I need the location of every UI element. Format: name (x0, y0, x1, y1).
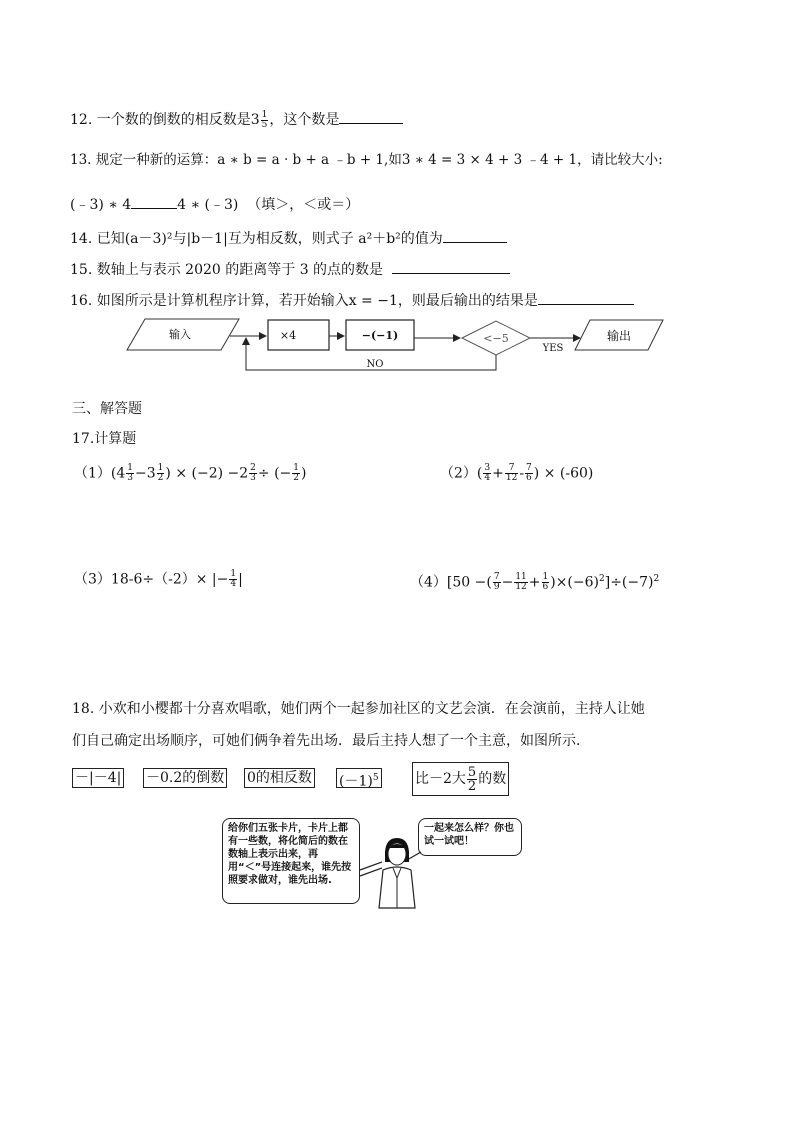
flow-times4-label: ×4 (279, 328, 297, 342)
bubble-host: 给你们五张卡片，卡片上都有一些数，将化简后的数在数轴上表示出来，再用“＜”号连接起来，谁先按照要求做对，谁先出场. (222, 818, 360, 904)
card-4-base: (－1) (339, 773, 373, 790)
flow-output-label: 输出 (606, 328, 631, 343)
card-5-den: 2 (467, 778, 477, 794)
card-4 (336, 768, 382, 788)
flow-no-label: NO (366, 358, 384, 370)
flow-input-label: 输入 (169, 328, 191, 341)
card-2: －0.2的倒数 (143, 768, 227, 788)
card-3: 0的相反数 (244, 768, 315, 788)
q16-text: 16. 如图所示是计算机程序计算，若开始输入x = −1，则最后输出的结果是 (70, 293, 538, 309)
q12-tail: ，这个数是 (269, 112, 340, 128)
q12-frac-num: 1 (261, 109, 268, 120)
q17-p1-label: （1） (74, 465, 111, 482)
card-5-suffix: 的数 (478, 771, 507, 787)
q17-p3-label: （3） (74, 571, 111, 588)
girl-illustration (355, 830, 425, 910)
section-3-title: 三、解答题 (72, 401, 142, 417)
card-4-exp: 5 (372, 773, 379, 783)
q14-text: 14. 已知(a－3)²与|b－1|互为相反数，则式子 a²＋b²的值为 (70, 231, 443, 247)
q18-line1: 18. 小欢和小樱都十分喜欢唱歌，她们两个一起参加社区的文艺会演．在会演前，主持人让她 (72, 701, 645, 717)
q17-p4-label: （4） (410, 574, 447, 591)
q15-text: 15. 数轴上与表示 2020 的距离等于 3 的点的数是 (70, 262, 384, 278)
q17-p3-text: 18-6÷（-2）× (110, 571, 208, 588)
q17-part4: （4）[50 −( $\frac{7}{9}$ − $\frac{11}{12}$ + $\frac{1}{6}$ )$\times(-6)^2]\div(-7)^2$ (410, 572, 660, 593)
q17-title: 17.计算题 (72, 431, 137, 447)
q17-p2-label: （2） (440, 465, 477, 482)
bubble-girl: 一起来怎么样？你也试一试吧！ (418, 818, 522, 856)
card-1: －|－4| (72, 768, 124, 788)
card-5-num: 5 (467, 764, 477, 780)
q13-hint: （填＞，＜或＝） (247, 197, 360, 213)
q12-text: 12. 一个数的倒数的相反数是3 (70, 112, 260, 128)
q13-right-expr: 4 ∗ (﹣3) (177, 197, 239, 213)
q18-line2: 们自己确定出场顺序，可她们俩争着先出场．最后主持人想了一个主意，如图所示． (72, 733, 590, 749)
flow-minus-label: −(−1) (361, 328, 399, 342)
q12-frac-den: 5 (261, 119, 268, 130)
question-13-line1: 13. 规定一种新的运算：a ∗ b = a ‧ b + a ﹣b + 1,如3 ∗ 4 = 3 × 4 + 3 ﹣4 + 1，请比较大小: (70, 152, 663, 168)
flow-decision-label: <−5 (483, 331, 509, 345)
card-5-prefix: 比－2大 (415, 771, 466, 787)
q17-part3: （3）18-6÷（-2）× |− $\frac{1}{4}$ | (74, 569, 243, 589)
q17-part1: （1）(4 $\frac{1}{3}$ −3 $\frac{1}{2}$ ) × (−2) −2 $\frac{2}{3}$ ÷ (− $\frac{1}{2}$ ) (74, 463, 307, 483)
card-5 (412, 762, 509, 796)
q13-left-expr: (﹣3) ∗ 4 (70, 197, 132, 213)
q17-part2: （2）( $\frac{3}{4}$ + $\frac{7}{12}$ - $\frac{7}{6}$ ) × (-60) (440, 463, 594, 483)
flow-yes-label: YES (542, 342, 564, 354)
